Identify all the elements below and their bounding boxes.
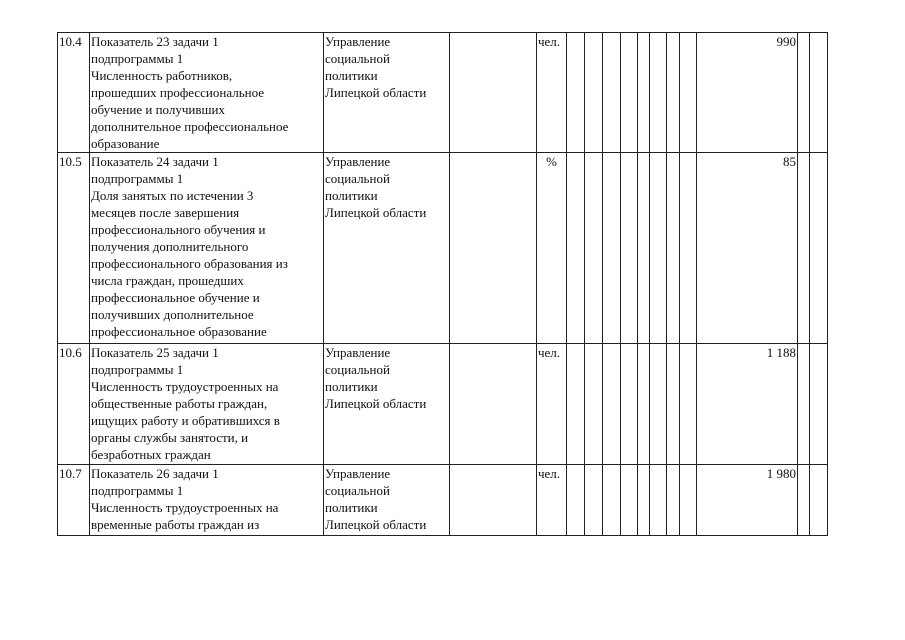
empty-cell [650,344,667,465]
empty-cell [638,344,650,465]
empty-cell [798,153,810,344]
empty-cell [621,465,638,536]
table-row [58,33,828,153]
empty-cell [810,344,828,465]
indicator-cell: Показатель 23 задачи 1 подпрограммы 1 Численность работников, прошедших профессиональное обучение и получивших дополнительное профессиональное образование [90,33,324,153]
empty-cell [680,33,697,153]
indicators-table [57,32,828,536]
empty-cell [585,465,603,536]
empty-cell [603,33,621,153]
empty-cell [603,153,621,344]
empty-cell [810,465,828,536]
executor-cell: Управление социальной политики Липецкой области [324,465,450,536]
value-cell: 1 980 [697,465,798,536]
empty-cell [680,344,697,465]
empty-cell [680,465,697,536]
empty-cell [585,344,603,465]
empty-cell [567,344,585,465]
empty-cell [621,153,638,344]
empty-cell [567,153,585,344]
empty-cell [585,153,603,344]
unit-cell: чел. [537,344,567,465]
extra-cell [450,344,537,465]
empty-cell [798,344,810,465]
row-number: 10.6 [58,344,90,465]
extra-cell [450,33,537,153]
indicator-cell: Показатель 24 задачи 1 подпрограммы 1 Доля занятых по истечении 3 месяцев после завершения профессионального обучения и получения дополнительного профессионального образования из числа граждан, прошедших профессиональное обучение и получивших дополнительное профессиональное образование [90,153,324,344]
empty-cell [810,153,828,344]
executor-cell: Управление социальной политики Липецкой области [324,33,450,153]
extra-cell [450,465,537,536]
empty-cell [680,153,697,344]
empty-cell [667,465,680,536]
empty-cell [650,153,667,344]
row-number: 10.7 [58,465,90,536]
indicator-cell: Показатель 25 задачи 1 подпрограммы 1 Численность трудоустроенных на общественные работы граждан, ищущих работу и обратившихся в органы службы занятости, и безработных граждан [90,344,324,465]
empty-cell [621,33,638,153]
table-row [58,465,828,536]
unit-cell: чел. [537,465,567,536]
empty-cell [585,33,603,153]
executor-cell: Управление социальной политики Липецкой области [324,153,450,344]
empty-cell [567,33,585,153]
row-number: 10.5 [58,153,90,344]
empty-cell [638,153,650,344]
empty-cell [603,465,621,536]
value-cell: 1 188 [697,344,798,465]
empty-cell [603,344,621,465]
table-row [58,344,828,465]
row-number: 10.4 [58,33,90,153]
empty-cell [798,33,810,153]
empty-cell [638,33,650,153]
value-cell: 85 [697,153,798,344]
empty-cell [621,344,638,465]
unit-cell: чел. [537,33,567,153]
extra-cell [450,153,537,344]
value-cell: 990 [697,33,798,153]
empty-cell [650,465,667,536]
empty-cell [667,344,680,465]
empty-cell [810,33,828,153]
table-row [58,153,828,344]
executor-cell: Управление социальной политики Липецкой области [324,344,450,465]
empty-cell [567,465,585,536]
empty-cell [798,465,810,536]
empty-cell [667,33,680,153]
indicator-cell: Показатель 26 задачи 1 подпрограммы 1 Численность трудоустроенных на временные работы граждан из [90,465,324,536]
empty-cell [667,153,680,344]
empty-cell [650,33,667,153]
unit-cell: % [537,153,567,344]
empty-cell [638,465,650,536]
